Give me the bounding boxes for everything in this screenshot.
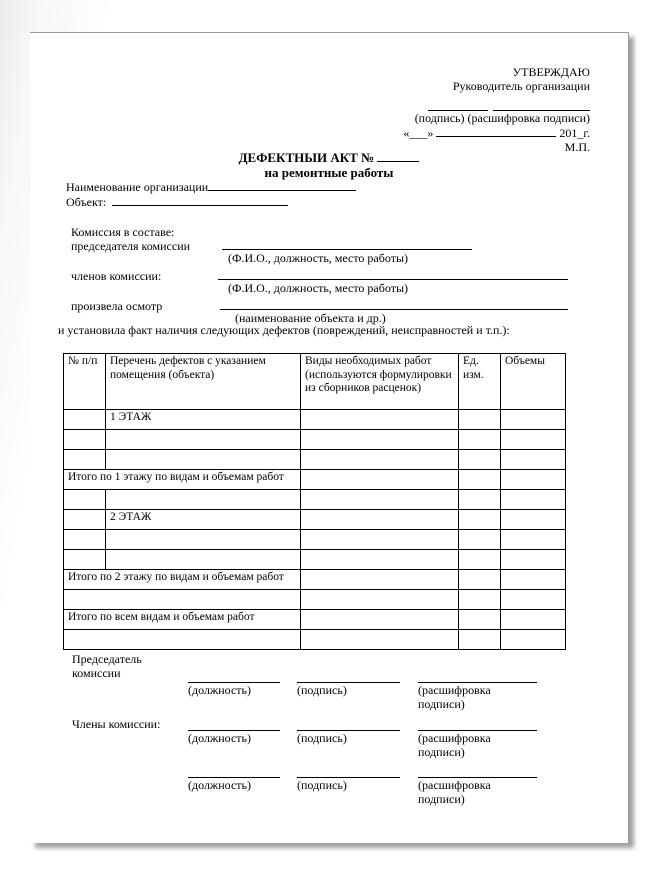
table-row <box>64 590 566 610</box>
works-cell <box>301 590 459 610</box>
organization-label: Наименование организации <box>66 180 209 194</box>
works-cell <box>301 470 459 490</box>
object-blank <box>112 194 288 206</box>
number-cell <box>64 430 106 450</box>
table-row <box>64 450 566 470</box>
members-caption: (Ф.И.О., должность, место работы) <box>228 281 409 295</box>
members-label: членов комиссии: <box>71 269 162 283</box>
sign-caption: (подпись) <box>297 730 400 759</box>
approval-word: УТВЕРЖДАЮ <box>512 65 590 79</box>
organization-line <box>66 179 356 195</box>
object-label: Объект: <box>66 195 107 209</box>
volume-cell <box>501 430 566 450</box>
works-cell <box>301 630 459 650</box>
members-blank-line <box>218 279 568 280</box>
chairman-caption: (Ф.И.О., должность, место работы) <box>228 251 409 265</box>
summary-cell: Итого по всем видам и объемам работ <box>64 610 301 630</box>
signature-row-member-2 <box>188 777 537 806</box>
sign-caption: (подпись) <box>297 682 400 711</box>
inspection-blank-line <box>220 309 568 310</box>
position-caption: (должность) <box>188 777 280 806</box>
summary-cell: Итого по 2 этажу по видам и объемам работ <box>64 570 301 590</box>
chairman-signature-label: Председатель комиссии <box>72 652 142 680</box>
chairman-label: председателя комиссии <box>71 239 191 253</box>
defects-cell <box>106 550 301 570</box>
column-header: № п/п <box>64 354 106 410</box>
defects-statement: и установила факт наличия следующих дефектов (повреждений, неисправностей и т.п.): <box>58 323 510 337</box>
title-block <box>30 150 628 180</box>
transcript-caption: (расшифровка подписи) <box>418 777 537 806</box>
volume-cell <box>501 410 566 430</box>
date-year: 201_г. <box>559 126 590 140</box>
commission-intro: Комиссия в составе: <box>71 225 175 239</box>
number-cell <box>64 410 106 430</box>
defects-cell <box>106 430 301 450</box>
unit-cell <box>459 470 501 490</box>
volume-cell <box>501 530 566 550</box>
table-row <box>64 630 566 650</box>
defects-cell <box>106 450 301 470</box>
chairman-blank-line <box>222 249 472 250</box>
approval-date-line <box>403 125 590 140</box>
table-row <box>64 410 566 430</box>
seal-mark: М.П. <box>564 140 590 154</box>
table-row <box>64 510 566 530</box>
works-cell <box>301 490 459 510</box>
volume-cell <box>501 470 566 490</box>
column-header: Перечень дефектов с указанием помещения (объекта) <box>106 354 301 410</box>
act-subtitle: на ремонтные работы <box>264 165 394 180</box>
defects-cell: 1 ЭТАЖ <box>106 410 301 430</box>
volume-cell <box>501 610 566 630</box>
document-page <box>30 32 629 843</box>
inspection-caption: (наименование объекта и др.) <box>235 311 386 325</box>
organization-blank <box>208 179 356 191</box>
column-header: Ед. изм. <box>459 354 501 410</box>
unit-cell <box>459 530 501 550</box>
works-cell <box>301 410 459 430</box>
number-cell <box>64 490 106 510</box>
position-caption: (должность) <box>188 682 280 711</box>
approval-block <box>403 65 590 154</box>
column-header: Объемы <box>501 354 566 410</box>
volume-cell <box>501 590 566 610</box>
act-number-blank <box>377 150 419 162</box>
approval-signature-caption: (подпись) (расшифровка подписи) <box>414 111 590 125</box>
table-row <box>64 470 566 490</box>
inspection-label: произвела осмотр <box>71 299 163 313</box>
unit-cell <box>459 410 501 430</box>
volume-cell <box>501 550 566 570</box>
unit-cell <box>459 610 501 630</box>
unit-cell <box>459 450 501 470</box>
table-row <box>64 610 566 630</box>
summary-cell: Итого по 1 этажу по видам и объемам работ <box>64 470 301 490</box>
unit-cell <box>459 510 501 530</box>
defects-table-header-row <box>64 354 566 410</box>
defects-table-body <box>64 410 566 650</box>
defects-table <box>63 353 566 650</box>
table-row <box>64 430 566 450</box>
approval-signature-lines <box>403 99 590 111</box>
unit-cell <box>459 630 501 650</box>
works-cell <box>301 450 459 470</box>
summary-cell <box>64 630 301 650</box>
unit-cell <box>459 550 501 570</box>
volume-cell <box>501 450 566 470</box>
volume-cell <box>501 510 566 530</box>
defects-cell <box>106 530 301 550</box>
works-cell <box>301 530 459 550</box>
signature-row-chairman <box>188 682 537 711</box>
table-row <box>64 550 566 570</box>
works-cell <box>301 570 459 590</box>
members-signature-label: Члены комиссии: <box>72 717 161 731</box>
works-cell <box>301 510 459 530</box>
signature-row-member-1 <box>188 730 537 759</box>
number-cell <box>64 450 106 470</box>
act-title-line <box>30 150 628 165</box>
summary-cell <box>64 590 301 610</box>
volume-cell <box>501 490 566 510</box>
transcript-blank-line <box>493 99 590 111</box>
number-cell <box>64 550 106 570</box>
transcript-caption: (расшифровка подписи) <box>418 682 537 711</box>
number-cell <box>64 510 106 530</box>
defects-cell: 2 ЭТАЖ <box>106 510 301 530</box>
unit-cell <box>459 430 501 450</box>
defects-cell <box>106 490 301 510</box>
volume-cell <box>501 570 566 590</box>
table-row <box>64 490 566 510</box>
approval-role: Руководитель организации <box>452 79 590 93</box>
unit-cell <box>459 570 501 590</box>
date-blank-line <box>436 125 556 137</box>
column-header: Виды необходимых работ (используются формулировки из сборников расценок) <box>301 354 459 410</box>
table-row <box>64 570 566 590</box>
unit-cell <box>459 490 501 510</box>
position-caption: (должность) <box>188 730 280 759</box>
table-row <box>64 530 566 550</box>
act-title: ДЕФЕКТНЫИ АКТ № <box>238 150 375 165</box>
date-quote: «___» <box>403 126 434 140</box>
works-cell <box>301 550 459 570</box>
transcript-caption: (расшифровка подписи) <box>418 730 537 759</box>
signature-blank-line <box>428 99 488 111</box>
unit-cell <box>459 590 501 610</box>
object-line <box>66 194 288 210</box>
volume-cell <box>501 630 566 650</box>
works-cell <box>301 430 459 450</box>
number-cell <box>64 530 106 550</box>
sign-caption: (подпись) <box>297 777 400 806</box>
works-cell <box>301 610 459 630</box>
